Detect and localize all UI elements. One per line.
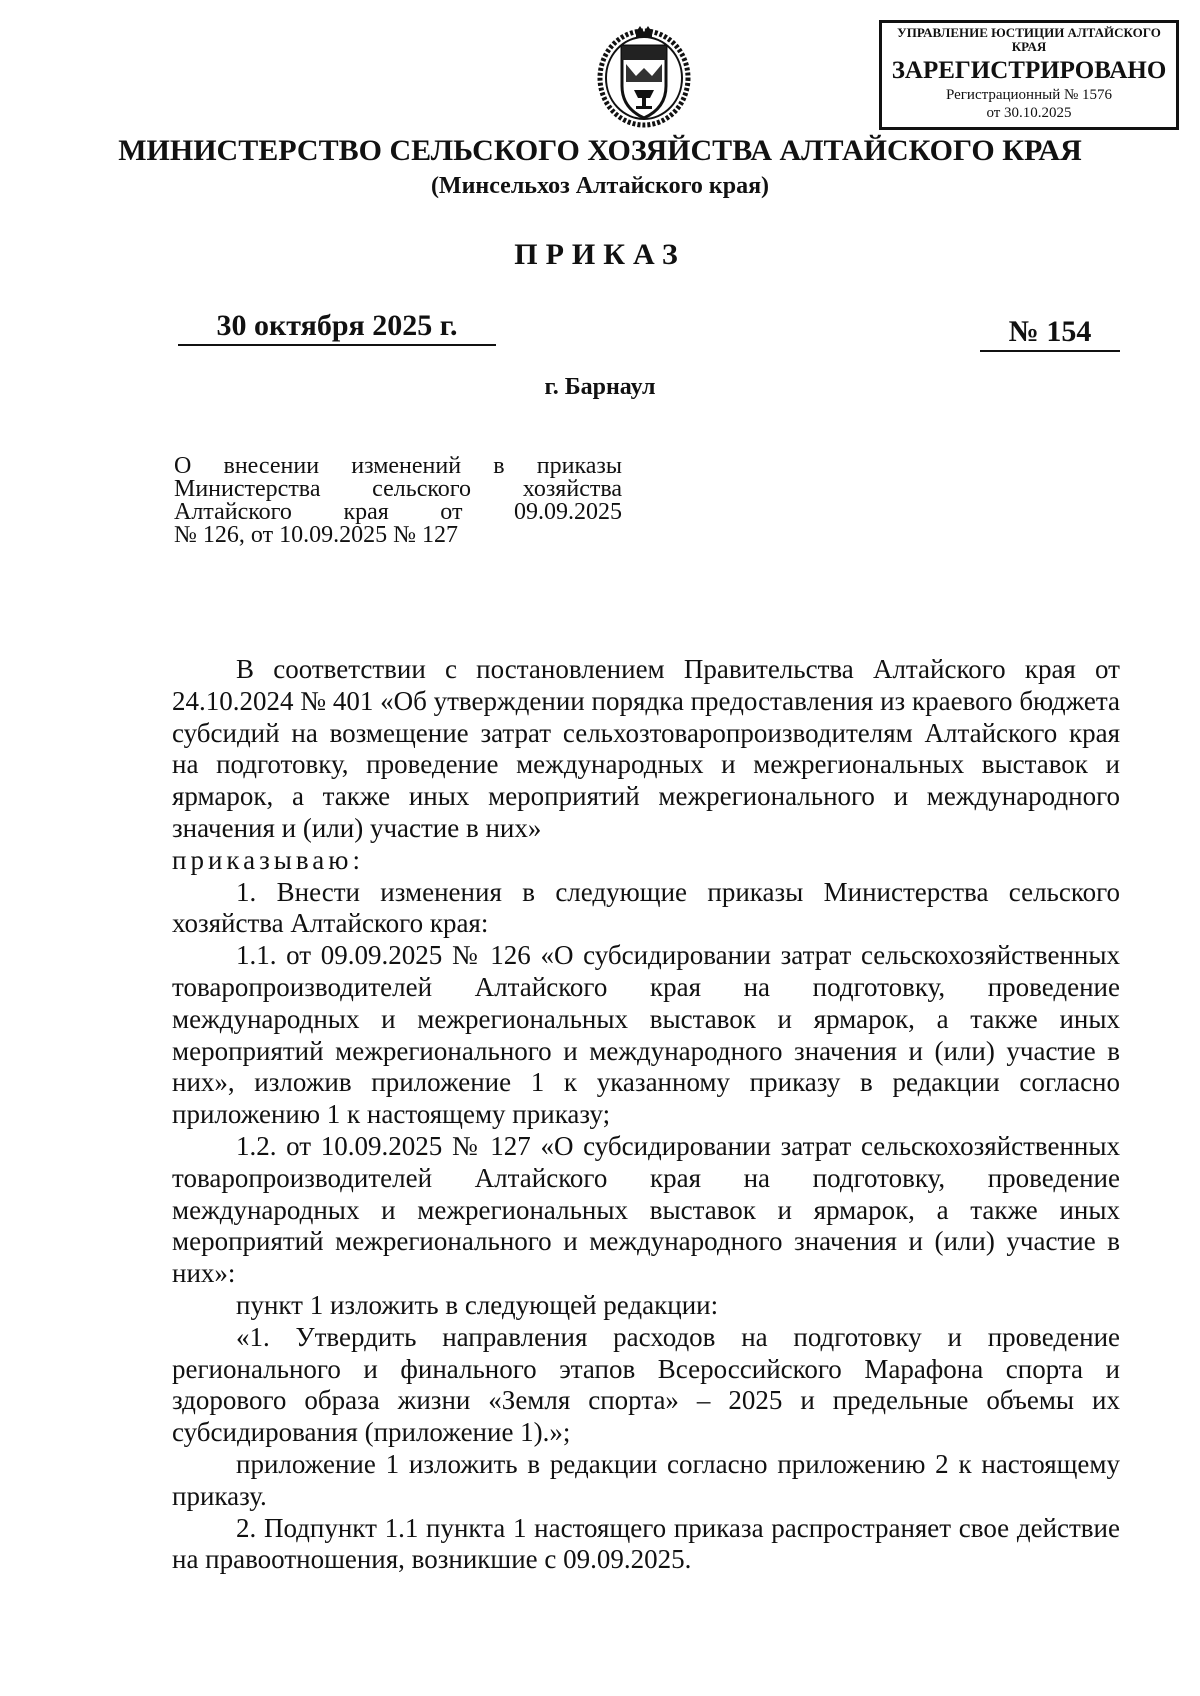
- preamble-paragraph: [172, 654, 1120, 845]
- paragraph-1-1: 1.1. от 09.09.2025 № 126 «О субсидировании затрат сельскохозяйственных товаропроизводителей Алтайского края на подготовку, проведение международных и межрегиональных выставок и ярмарок, а также иных мероприятий межрегионального и международного значения и (или) участие в них», изложив приложение 1 к указанному приказу в редакции согласно приложению 1 к настоящему приказу;: [172, 940, 1120, 1130]
- stamp-status: ЗАРЕГИСТРИРОВАНО: [891, 57, 1167, 84]
- preamble-text: В соответствии с постановлением Правительства Алтайского края от 24.10.2024 № 401 «Об утверждении порядка предоставления из краевого бюджета субсидий на возмещение затрат сельхозтоваропроизводителям Алтайского края на подготовку, проведение международных и межрегиональных выставок и ярмарок, а также иных мероприятий межрегионального и международного значения и (или) участие в них»: [172, 654, 1120, 843]
- document-number: № 154: [980, 314, 1120, 352]
- subject-line: О внесении изменений в приказы: [174, 453, 622, 479]
- ministry-short-title: (Минсельхоз Алтайского края): [430, 173, 770, 199]
- document-type: ПРИКАЗ: [514, 238, 686, 271]
- document-subject: [174, 455, 622, 547]
- paragraph-1-2-c: приложение 1 изложить в редакции согласно приложению 2 к настоящему приказу.: [172, 1448, 1120, 1511]
- document-date: 30 октября 2025 г.: [178, 308, 496, 346]
- stamp-department: УПРАВЛЕНИЕ ЮСТИЦИИ АЛТАЙСКОГО КРАЯ: [897, 25, 1161, 54]
- paragraph-1-2-a: пункт 1 изложить в следующей редакции:: [236, 1289, 719, 1320]
- document-city: г. Барнаул: [544, 374, 656, 400]
- order-word: [172, 845, 1120, 877]
- document-body: [172, 654, 1120, 1576]
- registration-stamp: [879, 20, 1179, 130]
- stamp-date: от 30.10.2025: [986, 105, 1072, 121]
- paragraph-1-2: 1.2. от 10.09.2025 № 127 «О субсидировании затрат сельскохозяйственных товаропроизводителей Алтайского края на подготовку, проведение международных и межрегиональных выставок и ярмарок, а также иных мероприятий межрегионального и международного значения и (или) участие в них»:: [172, 1130, 1120, 1289]
- coat-of-arms-icon: [596, 24, 692, 128]
- ministry-title: МИНИСТЕРСТВО СЕЛЬСКОГО ХОЗЯЙСТВА АЛТАЙСКОГО КРАЯ: [118, 134, 1082, 167]
- paragraph-2: 2. Подпункт 1.1 пункта 1 настоящего приказа распространяет свое действие на правоотношения, возникшие с 09.09.2025.: [172, 1512, 1120, 1575]
- subject-line: Алтайского края от 09.09.2025: [174, 499, 622, 525]
- subject-line: № 126, от 10.09.2025 № 127: [174, 522, 458, 548]
- paragraph-1: 1. Внести изменения в следующие приказы Министерства сельского хозяйства Алтайского края:: [172, 876, 1120, 939]
- order-word-text: приказываю:: [172, 844, 364, 875]
- stamp-registration-number: Регистрационный № 1576: [945, 87, 1113, 103]
- subject-line: Министерства сельского хозяйства: [174, 476, 622, 502]
- paragraph-1-2-b: «1. Утвердить направления расходов на подготовку и проведение регионального и финального этапов Всероссийского Марафона спорта и здорового образа жизни «Земля спорта» – 2025 и предельные объемы их субсидирования (приложение 1).»;: [172, 1321, 1120, 1448]
